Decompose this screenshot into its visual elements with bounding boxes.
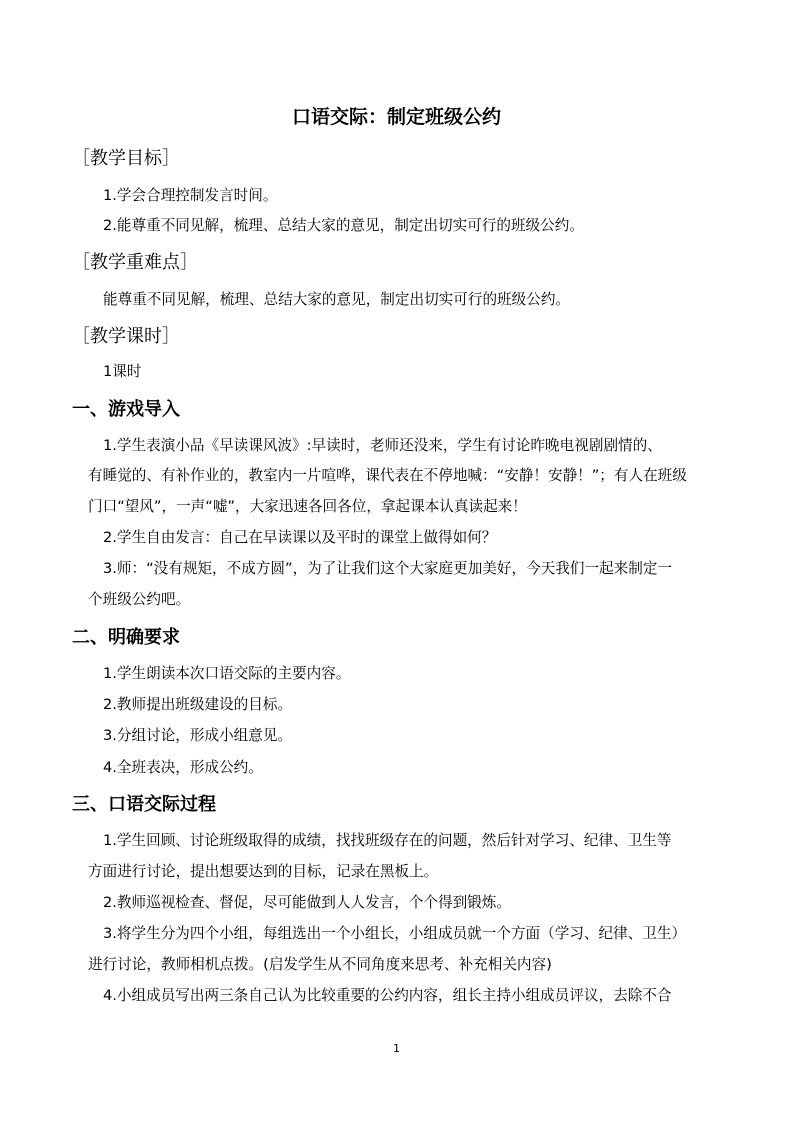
objectives-heading: ［教学目标］ bbox=[72, 148, 180, 169]
section1-line: 门口“望风”，一声“嘘”，大家迅速各回各位，拿起课本认真读起来！ bbox=[88, 498, 527, 515]
section2-line: 1.学生朗读本次口语交际的主要内容。 bbox=[103, 665, 351, 682]
section3-heading: 三、口语交际过程 bbox=[72, 794, 216, 815]
section3-line: 1.学生回顾、讨论班级取得的成绩，找找班级存在的问题，然后针对学习、纪律、卫生等 bbox=[103, 832, 672, 849]
section2-heading: 二、明确要求 bbox=[72, 627, 180, 648]
section1-line: 个班级公约吧。 bbox=[88, 591, 191, 608]
section1-line: 2.学生自由发言：自己在早读课以及平时的课堂上做得如何？ bbox=[103, 529, 497, 546]
objective-item: 1.学会合理控制发言时间。 bbox=[103, 187, 278, 204]
section2-line: 2.教师提出班级建设的目标。 bbox=[103, 696, 293, 713]
objective-item: 2.能尊重不同见解，梳理、总结大家的意见，制定出切实可行的班级公约。 bbox=[103, 217, 584, 234]
section3-line: 方面进行讨论，提出想要达到的目标，记录在黑板上。 bbox=[88, 863, 439, 880]
section3-line: 3.将学生分为四个小组，每组选出一个小组长，小组成员就一个方面（学习、纪律、卫生） bbox=[103, 925, 687, 942]
section1-heading: 一、游戏导入 bbox=[72, 399, 180, 420]
page-number: 1 bbox=[393, 1042, 400, 1055]
section2-line: 3.分组讨论，形成小组意见。 bbox=[103, 727, 293, 744]
section1-line: 3.师：“没有规矩，不成方圆”，为了让我们这个大家庭更加美好，今天我们一起来制定一 bbox=[103, 560, 673, 577]
hours-text: 1课时 bbox=[103, 363, 142, 380]
section2-line: 4.全班表决，形成公约。 bbox=[103, 759, 263, 776]
page-title: 口语交际：制定班级公约 bbox=[291, 106, 501, 128]
section3-line: 进行讨论，教师相机点拨。(启发学生从不同角度来思考、补充相关内容) bbox=[88, 956, 552, 973]
section3-line: 2.教师巡视检查、督促，尽可能做到人人发言，个个得到锻炼。 bbox=[103, 894, 511, 911]
section1-line: 有睡觉的、有补作业的，教室内一片喧哗，课代表在不停地喊：“安静！安静！”；有人在班级 bbox=[88, 467, 687, 484]
section1-line: 1.学生表演小品《早读课风波》:早读时，老师还没来，学生有讨论昨晚电视剧剧情的、 bbox=[103, 437, 662, 454]
section3-line: 4.小组成员写出两三条自己认为比较重要的公约内容，组长主持小组成员评议，去除不合 bbox=[103, 987, 672, 1004]
key-points-text: 能尊重不同见解，梳理、总结大家的意见，制定出切实可行的班级公约。 bbox=[103, 291, 571, 308]
hours-heading: ［教学课时］ bbox=[72, 326, 180, 347]
key-points-heading: ［教学重难点］ bbox=[72, 252, 198, 273]
